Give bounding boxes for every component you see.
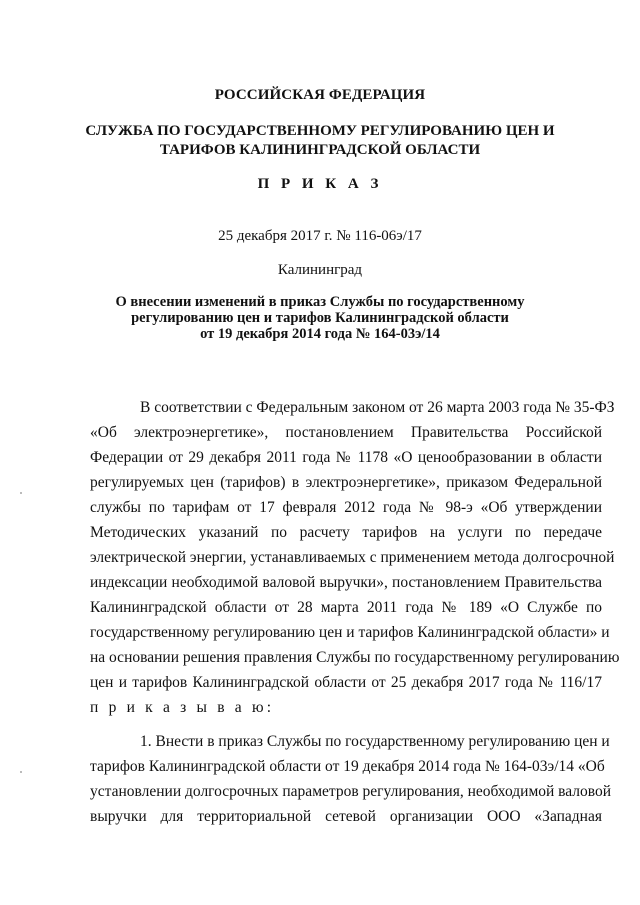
scan-artifact: [20, 492, 22, 494]
body-line: «Об электроэнергетике», постановлением Правительства Российской: [90, 424, 602, 441]
document-date-number: 25 декабря 2017 г. № 116-06э/17: [218, 228, 422, 244]
body-line: Методических указаний по расчету тарифов на услуги по передаче: [90, 524, 602, 541]
document-title-line3: от 19 декабря 2014 года № 164-03э/14: [200, 326, 440, 342]
country-heading: РОССИЙСКАЯ ФЕДЕРАЦИЯ: [214, 87, 426, 103]
body-line: тарифов Калининградской области от 19 декабря 2014 года № 164-03э/14 «Об: [90, 758, 605, 775]
body-line: государственному регулированию цен и тарифов Калининградской области» и: [90, 624, 610, 641]
body-line: Федерации от 29 декабря 2011 года № 1178 «О ценообразовании в области: [90, 449, 602, 466]
scan-artifact: [20, 771, 22, 773]
document-title-line1: О внесении изменений в приказ Службы по государственному: [115, 294, 525, 310]
body-line: на основании решения правления Службы по государственному регулированию: [90, 649, 620, 666]
body-line: регулируемых цен (тарифов) в электроэнергетике», приказом Федеральной: [90, 474, 602, 491]
body-line: цен и тарифов Калининградской области от 25 декабря 2017 года № 116/17: [90, 674, 602, 691]
document-type-heading: П Р И К А З: [257, 176, 383, 192]
agency-heading-line1: СЛУЖБА ПО ГОСУДАРСТВЕННОМУ РЕГУЛИРОВАНИЮ ЦЕН И: [85, 123, 555, 139]
body-line: службы по тарифам от 17 февраля 2012 года № 98-э «Об утверждении: [90, 499, 602, 516]
agency-heading-line2: ТАРИФОВ КАЛИНИНГРАДСКОЙ ОБЛАСТИ: [159, 142, 481, 158]
document-city: Калининград: [277, 262, 363, 278]
document-title-line2: регулированию цен и тарифов Калининградской области: [131, 310, 509, 326]
body-line: электрической энергии, устанавливаемых с применением метода долгосрочной: [90, 549, 615, 566]
body-line: В соответствии с Федеральным законом от 26 марта 2003 года № 35-ФЗ: [140, 399, 615, 416]
body-line: Калининградской области от 28 марта 2011 года № 189 «О Службе по: [90, 599, 602, 616]
order-word: п р и к а з ы в а ю:: [90, 699, 275, 716]
body-line: 1. Внести в приказ Службы по государственному регулированию цен и: [140, 733, 610, 750]
body-line: установлении долгосрочных параметров регулирования, необходимой валовой: [90, 783, 612, 800]
body-line: выручки для территориальной сетевой организации ООО «Западная: [90, 808, 602, 825]
body-line: индексации необходимой валовой выручки», постановлением Правительства: [90, 574, 602, 591]
